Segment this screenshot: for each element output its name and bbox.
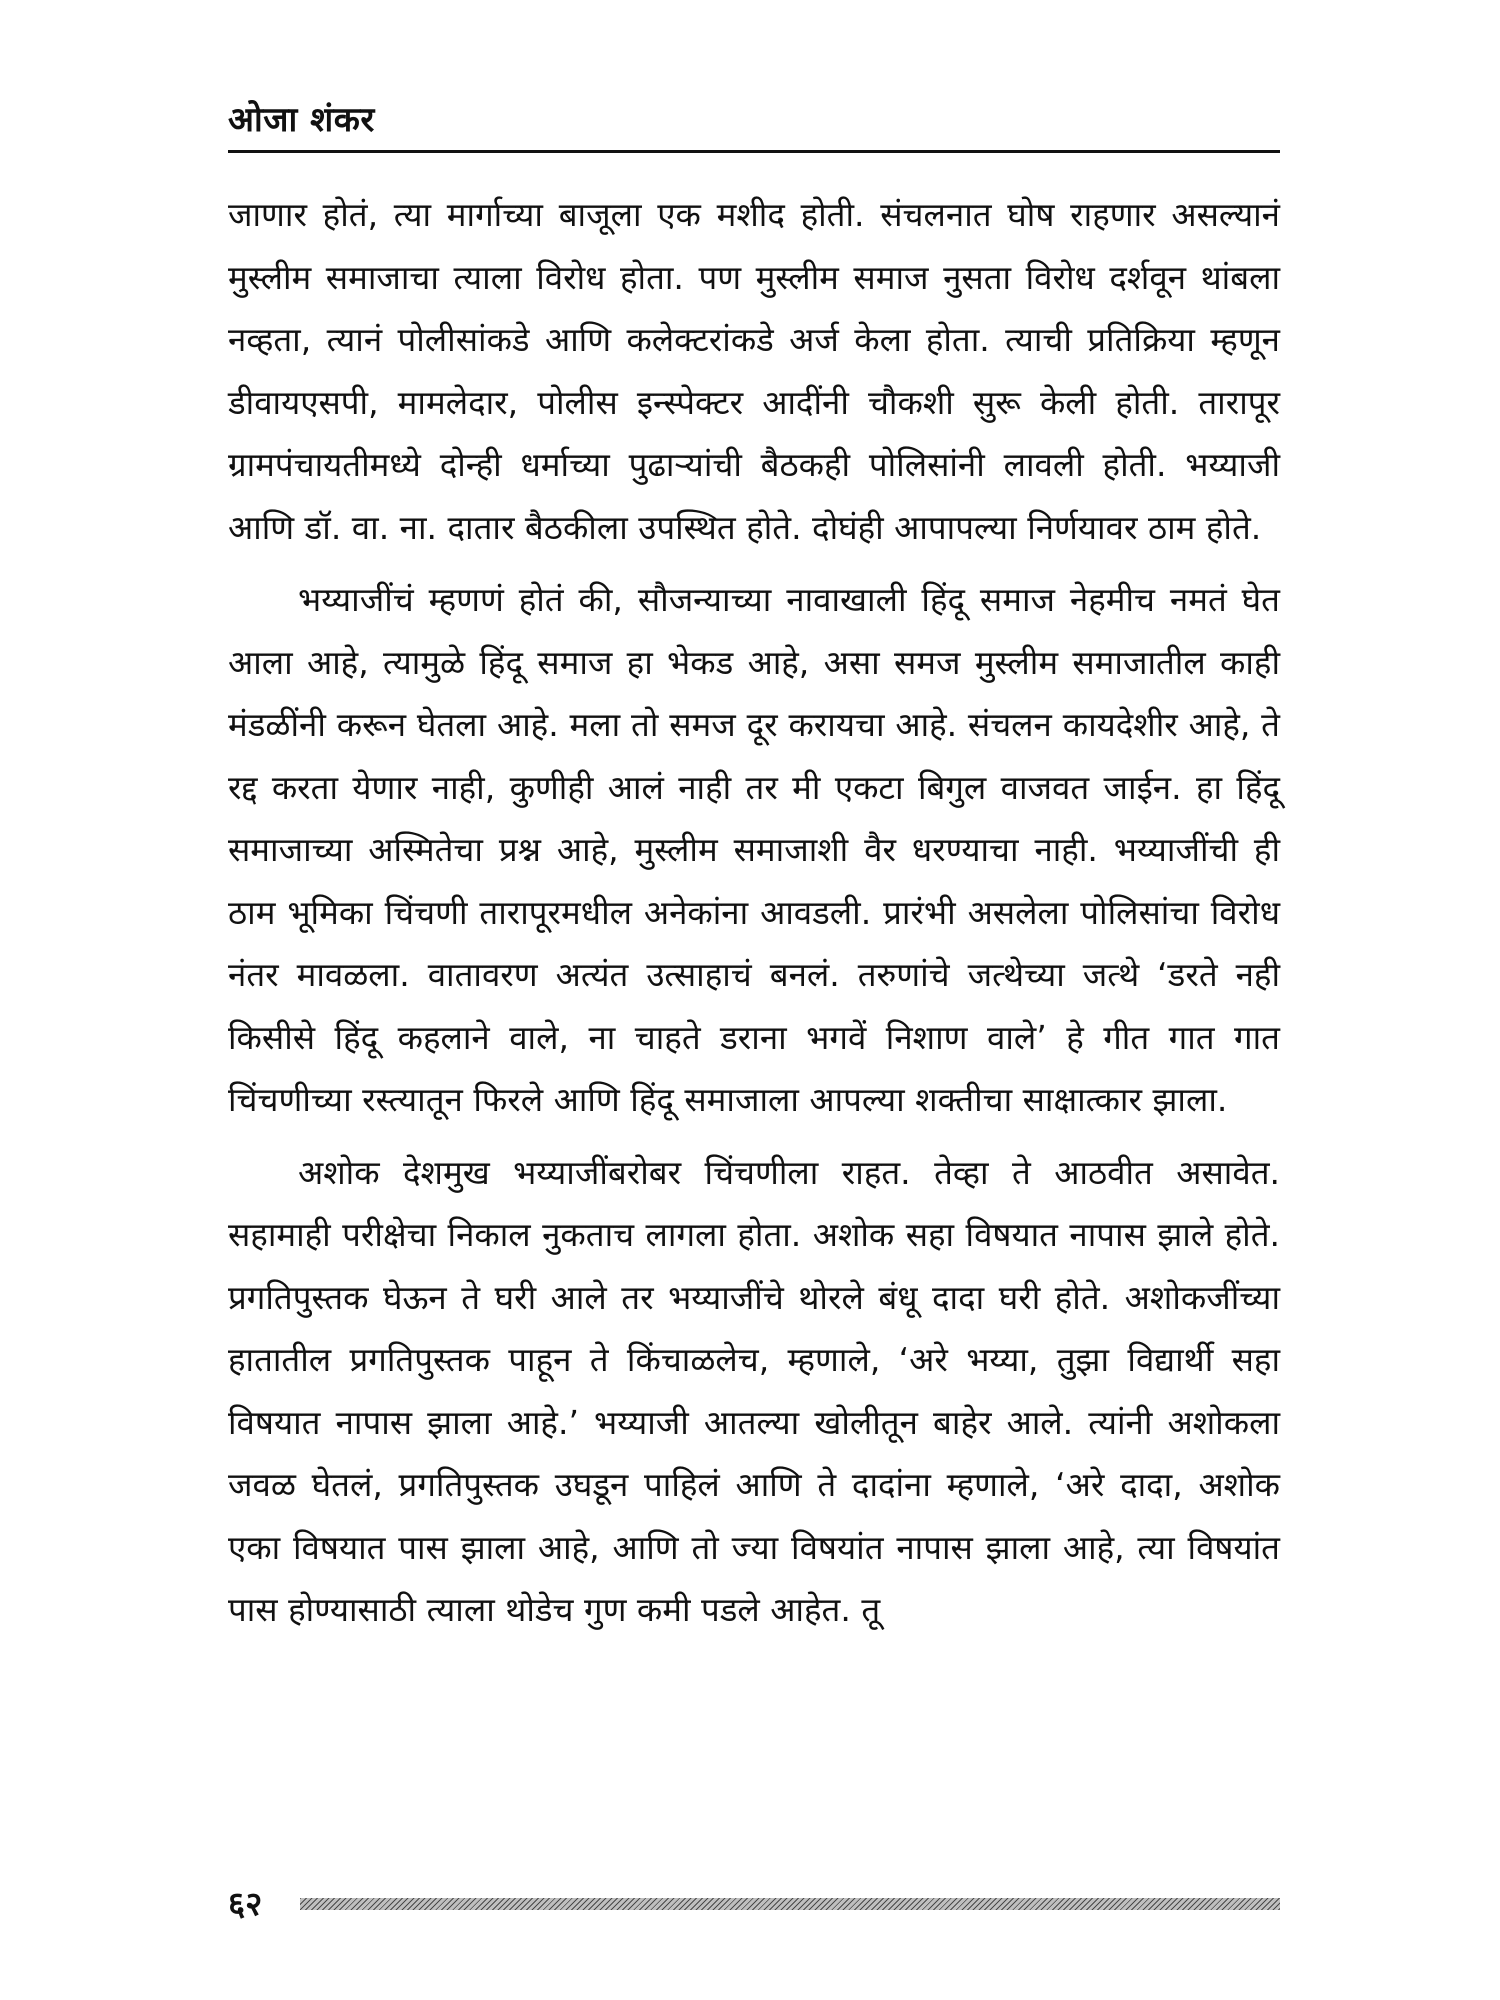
footer-decorative-band xyxy=(300,1898,1280,1910)
page-body xyxy=(228,184,1280,1874)
paragraph-2: भय्याजींचं म्हणणं होतं की, सौजन्याच्या नावाखाली हिंदू समाज नेहमीच नमतं घेत आला आहे, त्यामुळे हिंदू समाज हा भेकड आहे, असा समज मुस्लीम समाजातील काही मंडळींनी करून घेतला आहे. मला तो समज दूर करायचा आहे. संचलन कायदेशीर आहे, ते रद्द करता येणार नाही, कुणीही आलं नाही तर मी एकटा बिगुल वाजवत जाईन. हा हिंदू समाजाच्या अस्मितेचा प्रश्न आहे, मुस्लीम समाजाशी वैर धरण्याचा नाही. भय्याजींची ही ठाम भूमिका चिंचणी तारापूरमधील अनेकांना आवडली. प्रारंभी असलेला पोलिसांचा विरोध नंतर मावळला. वातावरण अत्यंत उत्साहाचं बनलं. तरुणांचे जत्थेच्या जत्थे ‘डरते नही किसीसे हिंदू कहलाने वाले, ना चाहते डराना भगवें निशाण वाले’ हे गीत गात गात चिंचणीच्या रस्त्यातून फिरले आणि हिंदू समाजाला आपल्या शक्तीचा साक्षात्कार झाला. xyxy=(228,580,1280,1119)
running-header-title: ओजा शंकर xyxy=(228,100,375,140)
page-number: ६२ xyxy=(228,1884,263,1923)
page-footer xyxy=(228,1880,1280,1930)
header-divider xyxy=(228,150,1280,153)
paragraph-3: अशोक देशमुख भय्याजींबरोबर चिंचणीला राहत. तेव्हा ते आठवीत असावेत. सहामाही परीक्षेचा निकाल नुकताच लागला होता. अशोक सहा विषयात नापास झाले होते. प्रगतिपुस्तक घेऊन ते घरी आले तर भय्याजींचे थोरले बंधू दादा घरी होते. अशोकजींच्या हातातील प्रगतिपुस्तक पाहून ते किंचाळलेच, म्हणाले, ‘अरे भय्या, तुझा विद्यार्थी सहा विषयात नापास झाला आहे.’ भय्याजी आतल्या खोलीतून बाहेर आले. त्यांनी अशोकला जवळ घेतलं, प्रगतिपुस्तक उघडून पाहिलं आणि ते दादांना म्हणाले, ‘अरे दादा, अशोक एका विषयात पास झाला आहे, आणि तो ज्या विषयांत नापास झाला आहे, त्या विषयांत पास होण्यासाठी त्याला थोडेच गुण कमी पडले आहेत. तू xyxy=(228,1152,1280,1629)
running-header xyxy=(228,92,1280,158)
paragraph-1: जाणार होतं, त्या मार्गाच्या बाजूला एक मशीद होती. संचलनात घोष राहणार असल्यानं मुस्लीम समाजाचा त्याला विरोध होता. पण मुस्लीम समाज नुसता विरोध दर्शवून थांबला नव्हता, त्यानं पोलीसांकडे आणि कलेक्टरांकडे अर्ज केला होता. त्याची प्रतिक्रिया म्हणून डीवायएसपी, मामलेदार, पोलीस इन्स्पेक्टर आदींनी चौकशी सुरू केली होती. तारापूर ग्रामपंचायतीमध्ये दोन्ही धर्माच्या पुढाऱ्यांची बैठकही पोलिसांनी लावली होती. भय्याजी आणि डॉ. वा. ना. दातार बैठकीला उपस्थित होते. दोघंही आपापल्या निर्णयावर ठाम होते. xyxy=(228,195,1280,547)
